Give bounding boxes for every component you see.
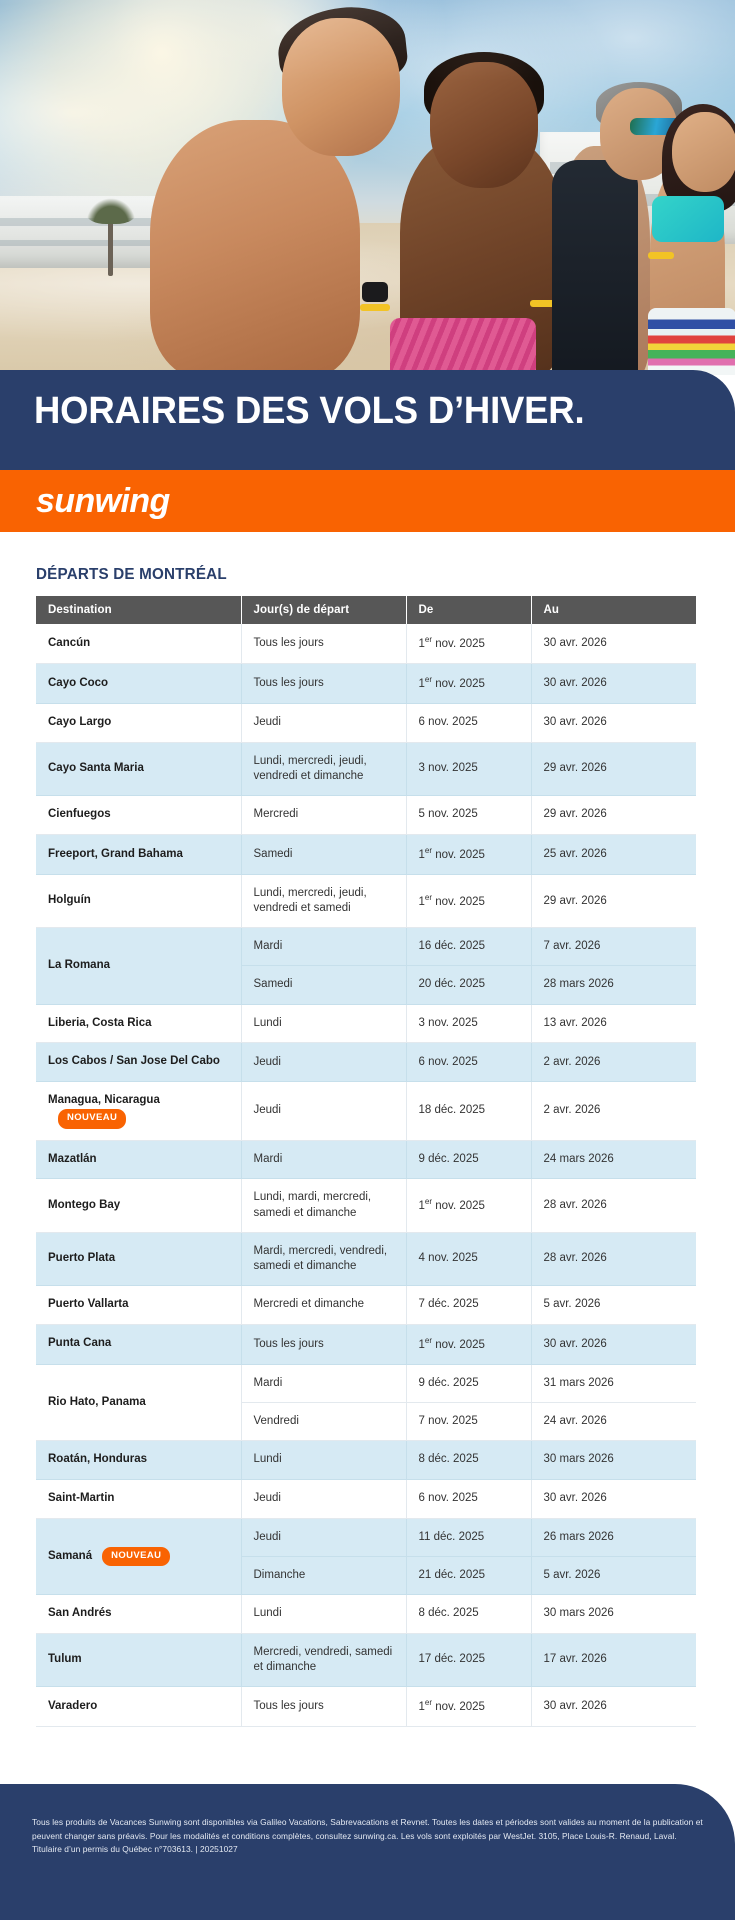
cell-date-to: 30 avr. 2026 bbox=[531, 1687, 696, 1727]
cell-destination bbox=[36, 834, 241, 874]
destination-label: Holguín bbox=[48, 894, 91, 907]
page-title: HORAIRES DES VOLS D’HIVER. bbox=[34, 390, 585, 432]
pink-swim-shorts bbox=[390, 318, 536, 375]
destination-label: Cayo Coco bbox=[48, 676, 109, 689]
cell-departure-days: Vendredi bbox=[241, 1403, 406, 1441]
table-body bbox=[36, 624, 696, 1727]
flight-schedule-table bbox=[36, 596, 696, 1727]
cell-date-to: 30 avr. 2026 bbox=[531, 1479, 696, 1518]
cell-departure-days: Jeudi bbox=[241, 704, 406, 743]
sunwing-logo[interactable]: sunwing bbox=[36, 482, 170, 520]
new-badge: NOUVEAU bbox=[102, 1547, 170, 1567]
cell-departure-days: Samedi bbox=[241, 834, 406, 874]
cell-date-to: 29 avr. 2026 bbox=[531, 874, 696, 927]
table-row bbox=[36, 704, 696, 743]
cell-date-to: 17 avr. 2026 bbox=[531, 1633, 696, 1686]
table-row bbox=[36, 624, 696, 664]
cell-destination bbox=[36, 704, 241, 743]
cell-date-to: 30 mars 2026 bbox=[531, 1441, 696, 1480]
cell-date-to: 30 avr. 2026 bbox=[531, 704, 696, 743]
cell-date-to: 25 avr. 2026 bbox=[531, 834, 696, 874]
cell-departure-days: Tous les jours bbox=[241, 624, 406, 664]
table-row bbox=[36, 1364, 696, 1402]
cell-destination bbox=[36, 1286, 241, 1325]
cell-departure-days: Tous les jours bbox=[241, 1324, 406, 1364]
cell-date-from: 1er nov. 2025 bbox=[406, 874, 531, 927]
person-woman-head bbox=[672, 112, 735, 192]
table-row bbox=[36, 1286, 696, 1325]
wristwatch bbox=[362, 282, 388, 302]
cell-date-from: 3 nov. 2025 bbox=[406, 742, 531, 795]
cell-date-from: 1er nov. 2025 bbox=[406, 1324, 531, 1364]
cell-departure-days: Tous les jours bbox=[241, 664, 406, 704]
table-row bbox=[36, 1232, 696, 1285]
table-row bbox=[36, 1687, 696, 1727]
cell-date-to: 28 mars 2026 bbox=[531, 966, 696, 1004]
cell-date-to: 28 avr. 2026 bbox=[531, 1232, 696, 1285]
cell-destination bbox=[36, 1043, 241, 1082]
person-left-head bbox=[282, 18, 400, 156]
column-header-days: Jour(s) de départ bbox=[241, 596, 406, 624]
cell-destination bbox=[36, 874, 241, 927]
table-row bbox=[36, 796, 696, 835]
hero-image bbox=[0, 0, 735, 375]
person-foreground-left bbox=[150, 120, 360, 375]
cell-departure-days: Mardi bbox=[241, 1140, 406, 1179]
cell-destination bbox=[36, 1004, 241, 1043]
table-row bbox=[36, 1043, 696, 1082]
destination-label: Los Cabos / San Jose Del Cabo bbox=[48, 1055, 220, 1068]
destination-label: Samaná bbox=[48, 1549, 93, 1562]
cell-date-from: 21 déc. 2025 bbox=[406, 1556, 531, 1594]
cell-date-from: 11 déc. 2025 bbox=[406, 1518, 531, 1556]
cell-departure-days: Lundi bbox=[241, 1441, 406, 1480]
cell-destination bbox=[36, 1687, 241, 1727]
cell-destination bbox=[36, 928, 241, 1004]
cell-date-from: 1er nov. 2025 bbox=[406, 834, 531, 874]
person-center-head bbox=[430, 62, 538, 188]
table-row bbox=[36, 1082, 696, 1140]
cell-destination bbox=[36, 1518, 241, 1594]
cell-date-to: 7 avr. 2026 bbox=[531, 928, 696, 966]
cell-date-to: 13 avr. 2026 bbox=[531, 1004, 696, 1043]
cell-departure-days: Lundi, mardi, mercredi, samedi et dimanche bbox=[241, 1179, 406, 1232]
cell-date-from: 7 déc. 2025 bbox=[406, 1286, 531, 1325]
cell-departure-days: Jeudi bbox=[241, 1082, 406, 1140]
table-row bbox=[36, 1441, 696, 1480]
cell-destination bbox=[36, 1633, 241, 1686]
destination-label: Managua, Nicaragua bbox=[48, 1094, 160, 1107]
cell-departure-days: Lundi bbox=[241, 1004, 406, 1043]
new-badge: NOUVEAU bbox=[58, 1109, 126, 1129]
table-row bbox=[36, 742, 696, 795]
cell-departure-days: Lundi bbox=[241, 1595, 406, 1634]
cell-date-from: 4 nov. 2025 bbox=[406, 1232, 531, 1285]
cell-departure-days: Mercredi et dimanche bbox=[241, 1286, 406, 1325]
cell-date-to: 29 avr. 2026 bbox=[531, 742, 696, 795]
brand-banner bbox=[0, 470, 735, 532]
cell-date-from: 1er nov. 2025 bbox=[406, 1179, 531, 1232]
cell-departure-days: Lundi, mercredi, jeudi, vendredi et samedi bbox=[241, 874, 406, 927]
table-row bbox=[36, 1004, 696, 1043]
destination-label: Cayo Santa Maria bbox=[48, 762, 144, 775]
table-row bbox=[36, 1633, 696, 1686]
table-header bbox=[36, 596, 696, 624]
cell-departure-days: Jeudi bbox=[241, 1043, 406, 1082]
cell-departure-days: Lundi, mercredi, jeudi, vendredi et dimanche bbox=[241, 742, 406, 795]
cell-destination bbox=[36, 624, 241, 664]
black-tank-top bbox=[552, 160, 638, 375]
cell-date-to: 30 avr. 2026 bbox=[531, 1324, 696, 1364]
cell-destination bbox=[36, 1179, 241, 1232]
table-row bbox=[36, 1140, 696, 1179]
destination-label: Punta Cana bbox=[48, 1337, 112, 1350]
destination-label: Liberia, Costa Rica bbox=[48, 1016, 152, 1029]
cell-departure-days: Jeudi bbox=[241, 1479, 406, 1518]
yellow-wristband bbox=[360, 304, 390, 311]
cell-date-from: 20 déc. 2025 bbox=[406, 966, 531, 1004]
cell-date-to: 5 avr. 2026 bbox=[531, 1286, 696, 1325]
rainbow-shorts bbox=[648, 308, 735, 375]
destination-label: San Andrés bbox=[48, 1607, 112, 1620]
cell-date-to: 28 avr. 2026 bbox=[531, 1179, 696, 1232]
cell-departure-days: Mardi bbox=[241, 928, 406, 966]
destination-label: La Romana bbox=[48, 959, 110, 972]
destination-label: Saint-Martin bbox=[48, 1491, 115, 1504]
cell-date-to: 31 mars 2026 bbox=[531, 1364, 696, 1402]
cell-departure-days: Mercredi bbox=[241, 796, 406, 835]
content-area bbox=[0, 532, 735, 1727]
cell-departure-days: Jeudi bbox=[241, 1518, 406, 1556]
cell-date-to: 2 avr. 2026 bbox=[531, 1082, 696, 1140]
column-header-destination: Destination bbox=[36, 596, 241, 624]
section-title: DÉPARTS DE MONTRÉAL bbox=[36, 566, 227, 583]
table-row bbox=[36, 834, 696, 874]
table-row bbox=[36, 928, 696, 966]
column-header-from: De bbox=[406, 596, 531, 624]
table-row bbox=[36, 1479, 696, 1518]
cell-date-from: 9 déc. 2025 bbox=[406, 1364, 531, 1402]
cell-destination bbox=[36, 1232, 241, 1285]
cell-destination bbox=[36, 664, 241, 704]
cell-destination bbox=[36, 1140, 241, 1179]
destination-label: Cienfuegos bbox=[48, 808, 111, 821]
cell-destination bbox=[36, 1324, 241, 1364]
cell-destination bbox=[36, 1364, 241, 1440]
cell-date-from: 6 nov. 2025 bbox=[406, 1043, 531, 1082]
cell-departure-days: Mardi bbox=[241, 1364, 406, 1402]
cell-date-to: 30 avr. 2026 bbox=[531, 624, 696, 664]
destination-label: Montego Bay bbox=[48, 1198, 121, 1211]
cell-date-to: 2 avr. 2026 bbox=[531, 1043, 696, 1082]
cell-date-from: 3 nov. 2025 bbox=[406, 1004, 531, 1043]
cell-date-from: 17 déc. 2025 bbox=[406, 1633, 531, 1686]
cell-destination bbox=[36, 796, 241, 835]
legal-disclaimer: Tous les produits de Vacances Sunwing sont disponibles via Galileo Vacations, Sabrevacations et Revnet. Toutes les dates et périodes sont valides au moment de la publication et peuvent changer sans préavis. Pour les modalités et conditions complètes, consultez sunwing.ca. Les vols sont exploités par WestJet. 3105, Place Louis-R. Renaud, Laval. Titulaire d’un permis du Québec n°703613. | 20251027 bbox=[32, 1817, 703, 1855]
table-row bbox=[36, 1595, 696, 1634]
cell-date-from: 5 nov. 2025 bbox=[406, 796, 531, 835]
cell-date-from: 6 nov. 2025 bbox=[406, 704, 531, 743]
title-banner bbox=[0, 370, 735, 470]
table-row bbox=[36, 1324, 696, 1364]
cell-date-to: 30 mars 2026 bbox=[531, 1595, 696, 1634]
cell-date-from: 1er nov. 2025 bbox=[406, 664, 531, 704]
destination-label: Freeport, Grand Bahama bbox=[48, 847, 183, 860]
footer-banner bbox=[0, 1784, 735, 1920]
cell-date-from: 18 déc. 2025 bbox=[406, 1082, 531, 1140]
table-header-row bbox=[36, 596, 696, 624]
destination-label: Puerto Vallarta bbox=[48, 1298, 129, 1311]
cell-date-from: 7 nov. 2025 bbox=[406, 1403, 531, 1441]
cell-date-to: 24 avr. 2026 bbox=[531, 1403, 696, 1441]
palm-tree bbox=[108, 212, 113, 276]
cell-destination bbox=[36, 1595, 241, 1634]
cell-date-from: 9 déc. 2025 bbox=[406, 1140, 531, 1179]
teal-bikini-top bbox=[652, 196, 724, 242]
cell-date-to: 29 avr. 2026 bbox=[531, 796, 696, 835]
cell-date-to: 30 avr. 2026 bbox=[531, 664, 696, 704]
table-row bbox=[36, 874, 696, 927]
column-header-to: Au bbox=[531, 596, 696, 624]
cell-departure-days: Samedi bbox=[241, 966, 406, 1004]
destination-label: Puerto Plata bbox=[48, 1251, 116, 1264]
destination-label: Tulum bbox=[48, 1653, 82, 1666]
destination-label: Rio Hato, Panama bbox=[48, 1395, 146, 1408]
cell-date-from: 1er nov. 2025 bbox=[406, 1687, 531, 1727]
cell-date-to: 5 avr. 2026 bbox=[531, 1556, 696, 1594]
table-row bbox=[36, 1179, 696, 1232]
cell-departure-days: Tous les jours bbox=[241, 1687, 406, 1727]
cell-date-from: 8 déc. 2025 bbox=[406, 1595, 531, 1634]
cell-date-from: 16 déc. 2025 bbox=[406, 928, 531, 966]
cell-destination bbox=[36, 1082, 241, 1140]
cell-departure-days: Mardi, mercredi, vendredi, samedi et dimanche bbox=[241, 1232, 406, 1285]
table-row bbox=[36, 664, 696, 704]
destination-label: Varadero bbox=[48, 1699, 98, 1712]
table-row bbox=[36, 1518, 696, 1556]
destination-label: Cancún bbox=[48, 636, 91, 649]
cell-destination bbox=[36, 742, 241, 795]
cell-date-from: 8 déc. 2025 bbox=[406, 1441, 531, 1480]
cell-departure-days: Mercredi, vendredi, samedi et dimanche bbox=[241, 1633, 406, 1686]
destination-label: Cayo Largo bbox=[48, 716, 112, 728]
cell-date-from: 1er nov. 2025 bbox=[406, 624, 531, 664]
cell-date-from: 6 nov. 2025 bbox=[406, 1479, 531, 1518]
destination-label: Roatán, Honduras bbox=[48, 1453, 148, 1466]
cell-date-to: 24 mars 2026 bbox=[531, 1140, 696, 1179]
cell-departure-days: Dimanche bbox=[241, 1556, 406, 1594]
yellow-wristband bbox=[648, 252, 674, 259]
cell-destination bbox=[36, 1441, 241, 1480]
cell-destination bbox=[36, 1479, 241, 1518]
destination-label: Mazatlán bbox=[48, 1152, 97, 1165]
cell-date-to: 26 mars 2026 bbox=[531, 1518, 696, 1556]
